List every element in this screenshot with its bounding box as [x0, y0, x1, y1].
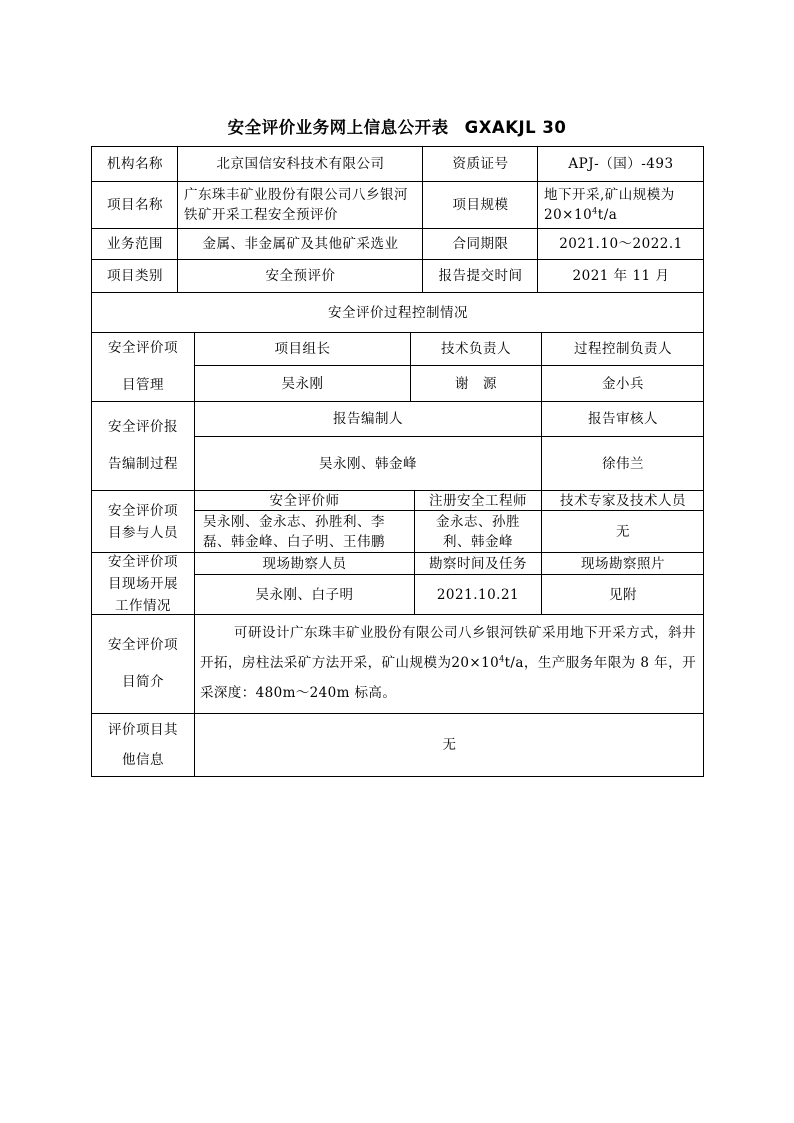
staff-header-engineer: 注册安全工程师 [429, 492, 527, 509]
staff-value-assessor: 吴永刚、金永志、孙胜利、李磊、韩金峰、白子明、王伟鹏 [203, 513, 385, 550]
site-header-time: 勘察时间及任务 [429, 555, 527, 572]
intro-text [200, 618, 696, 708]
scale-value-exponent: 4 [592, 206, 598, 216]
mgmt-value-tech: 谢 源 [455, 375, 497, 392]
mgmt-value-leader: 吴永刚 [281, 375, 324, 392]
report-label: 安全评价报告编制过程 [108, 419, 178, 472]
project-value: 广东珠丰矿业股份有限公司八乡银河铁矿开采工程安全预评价 [184, 187, 408, 223]
staff-header-expert: 技术专家及技术人员 [560, 492, 686, 509]
mgmt-header-process: 过程控制负责人 [574, 341, 672, 357]
period-value: 2021.10～2022.1 [559, 236, 683, 252]
type-value: 安全预评价 [265, 268, 336, 284]
site-label: 安全评价项目现场开展工作情况 [108, 553, 178, 614]
report-value-author: 吴永刚、韩金峰 [319, 455, 417, 472]
cert-label: 资质证号 [452, 156, 509, 172]
section-header: 安全评价过程控制情况 [328, 304, 468, 321]
mgmt-header-leader: 项目组长 [274, 341, 331, 357]
site-header-staff: 现场勘察人员 [262, 555, 347, 572]
scope-label: 业务范围 [107, 236, 163, 252]
project-label: 项目名称 [107, 197, 163, 213]
mgmt-value-process: 金小兵 [602, 375, 644, 392]
staff-label: 安全评价项目参与人员 [108, 502, 178, 541]
type-label: 项目类别 [107, 268, 163, 284]
submit-value: 2021 年 11 月 [572, 268, 670, 284]
submit-label: 报告提交时间 [438, 268, 523, 284]
site-value-photos: 见附 [609, 586, 637, 603]
org-value: 北京国信安科技术有限公司 [216, 156, 385, 172]
staff-header-assessor: 安全评价师 [269, 492, 340, 509]
other-value: 无 [442, 737, 457, 753]
period-label: 合同期限 [452, 236, 509, 252]
scale-label: 项目规模 [452, 197, 509, 213]
other-label: 评价项目其他信息 [108, 722, 178, 768]
intro-text-part2: t/a，生产服务年限为 8 年，开采深度：480m～240m 标高。 [200, 655, 696, 701]
form-code: GXAKJL 30 [464, 118, 567, 137]
form-title: 安全评价业务网上信息公开表 [227, 118, 449, 137]
org-label: 机构名称 [107, 156, 163, 172]
mgmt-label: 安全评价项目管理 [108, 340, 178, 393]
site-value-staff: 吴永刚、白子明 [255, 586, 354, 603]
report-header-reviewer: 报告审核人 [588, 411, 658, 427]
site-header-photos: 现场勘察照片 [581, 555, 665, 572]
intro-exponent: 4 [499, 654, 505, 664]
scale-value-unit: t/a [597, 207, 618, 223]
staff-value-expert: 无 [616, 523, 630, 540]
cert-value: APJ-（国）-493 [568, 156, 674, 172]
scale-value [538, 182, 704, 228]
report-value-reviewer: 徐伟兰 [602, 455, 644, 472]
mgmt-header-tech: 技术负责人 [441, 341, 511, 357]
scope-value: 金属、非金属矿及其他矿采选业 [202, 236, 399, 252]
staff-value-engineer: 金永志、孙胜利、韩金峰 [436, 513, 520, 550]
scale-value-main: 地下开采,矿山规模为20×10 [544, 187, 675, 223]
report-header-author: 报告编制人 [333, 411, 403, 427]
page-title [0, 114, 794, 138]
intro-text-part1: 可研设计广东珠丰矿业股份有限公司八乡银河铁矿采用地下开采方式，斜井开拓，房柱法采矿方法开采，矿山规模为20×10 [200, 625, 696, 671]
site-value-time: 2021.10.21 [436, 586, 520, 603]
intro-label: 安全评价项目简介 [108, 637, 178, 690]
